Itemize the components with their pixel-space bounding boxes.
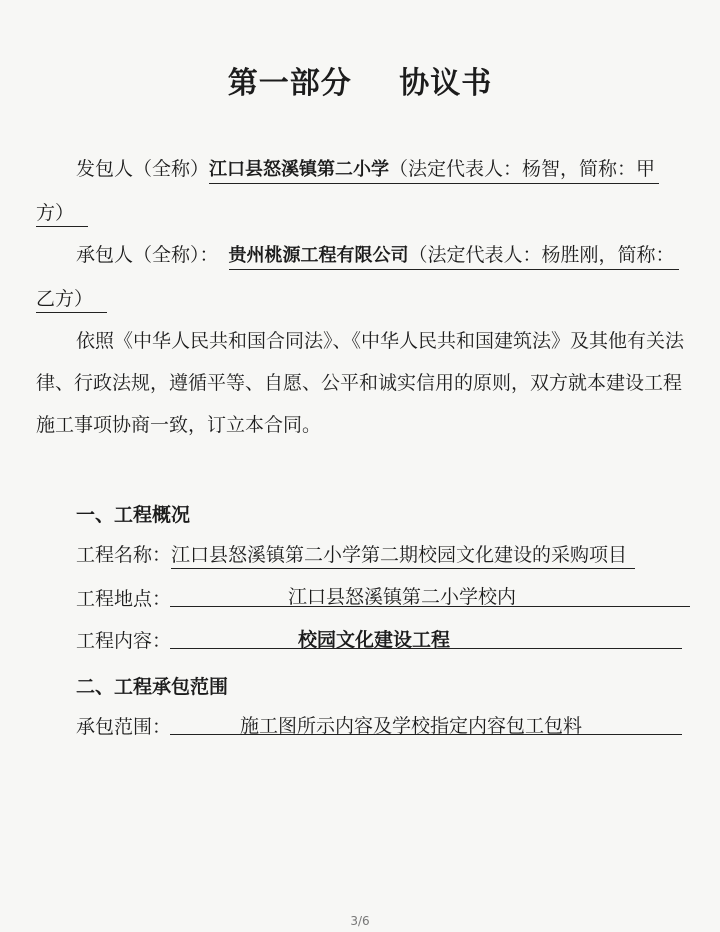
employer-line-2: [36, 200, 88, 227]
preamble-line-1: 依照《中华人民共和国合同法》、《中华人民共和国建筑法》及其他有关法: [76, 330, 685, 352]
contractor-suffix-1: （法定代表人：杨胜刚，简称：: [408, 244, 675, 266]
title-part: 第一部分: [227, 66, 352, 101]
section-1-heading: 一、工程概况: [76, 504, 191, 526]
scope-label: 承包范围：: [76, 716, 172, 738]
project-name-label: 工程名称：: [76, 544, 172, 566]
content-label: 工程内容：: [76, 630, 172, 652]
employer-value: 江口县怒溪镇第二小学: [209, 159, 390, 180]
project-name-line: [76, 542, 635, 569]
contractor-underlined: [229, 242, 679, 270]
title-name: 协议书: [399, 66, 493, 101]
employer-underlined: [209, 156, 659, 184]
contractor-label: 承包人（全称）：: [76, 244, 219, 266]
employer-suffix-2: 方）: [36, 200, 88, 227]
employer-line: [76, 156, 659, 184]
contractor-line-2: [36, 286, 107, 313]
employer-suffix-1: （法定代表人：杨智，简称：甲: [389, 158, 656, 180]
location-label: 工程地点：: [76, 588, 172, 610]
page-title: [0, 58, 720, 102]
contractor-value: 贵州桃源工程有限公司: [228, 245, 409, 266]
content-value: 校园文化建设工程: [298, 629, 451, 651]
project-name-value: 江口县怒溪镇第二小学第二期校园文化建设的采购项目: [171, 542, 635, 569]
location-value: 江口县怒溪镇第二小学校内: [288, 586, 517, 608]
scope-value: 施工图所示内容及学校指定内容包工包料: [240, 715, 583, 737]
preamble-line-3: 施工事项协商一致，订立本合同。: [36, 414, 322, 436]
section-2-heading: 二、工程承包范围: [76, 676, 229, 698]
employer-label: 发包人（全称）: [76, 158, 210, 180]
preamble-line-2: 律、行政法规，遵循平等、自愿、公平和诚实信用的原则，双方就本建设工程: [36, 372, 683, 394]
page-number: 3/6: [350, 914, 370, 928]
contractor-suffix-2: 乙方）: [36, 286, 107, 313]
contractor-line: [76, 242, 679, 270]
